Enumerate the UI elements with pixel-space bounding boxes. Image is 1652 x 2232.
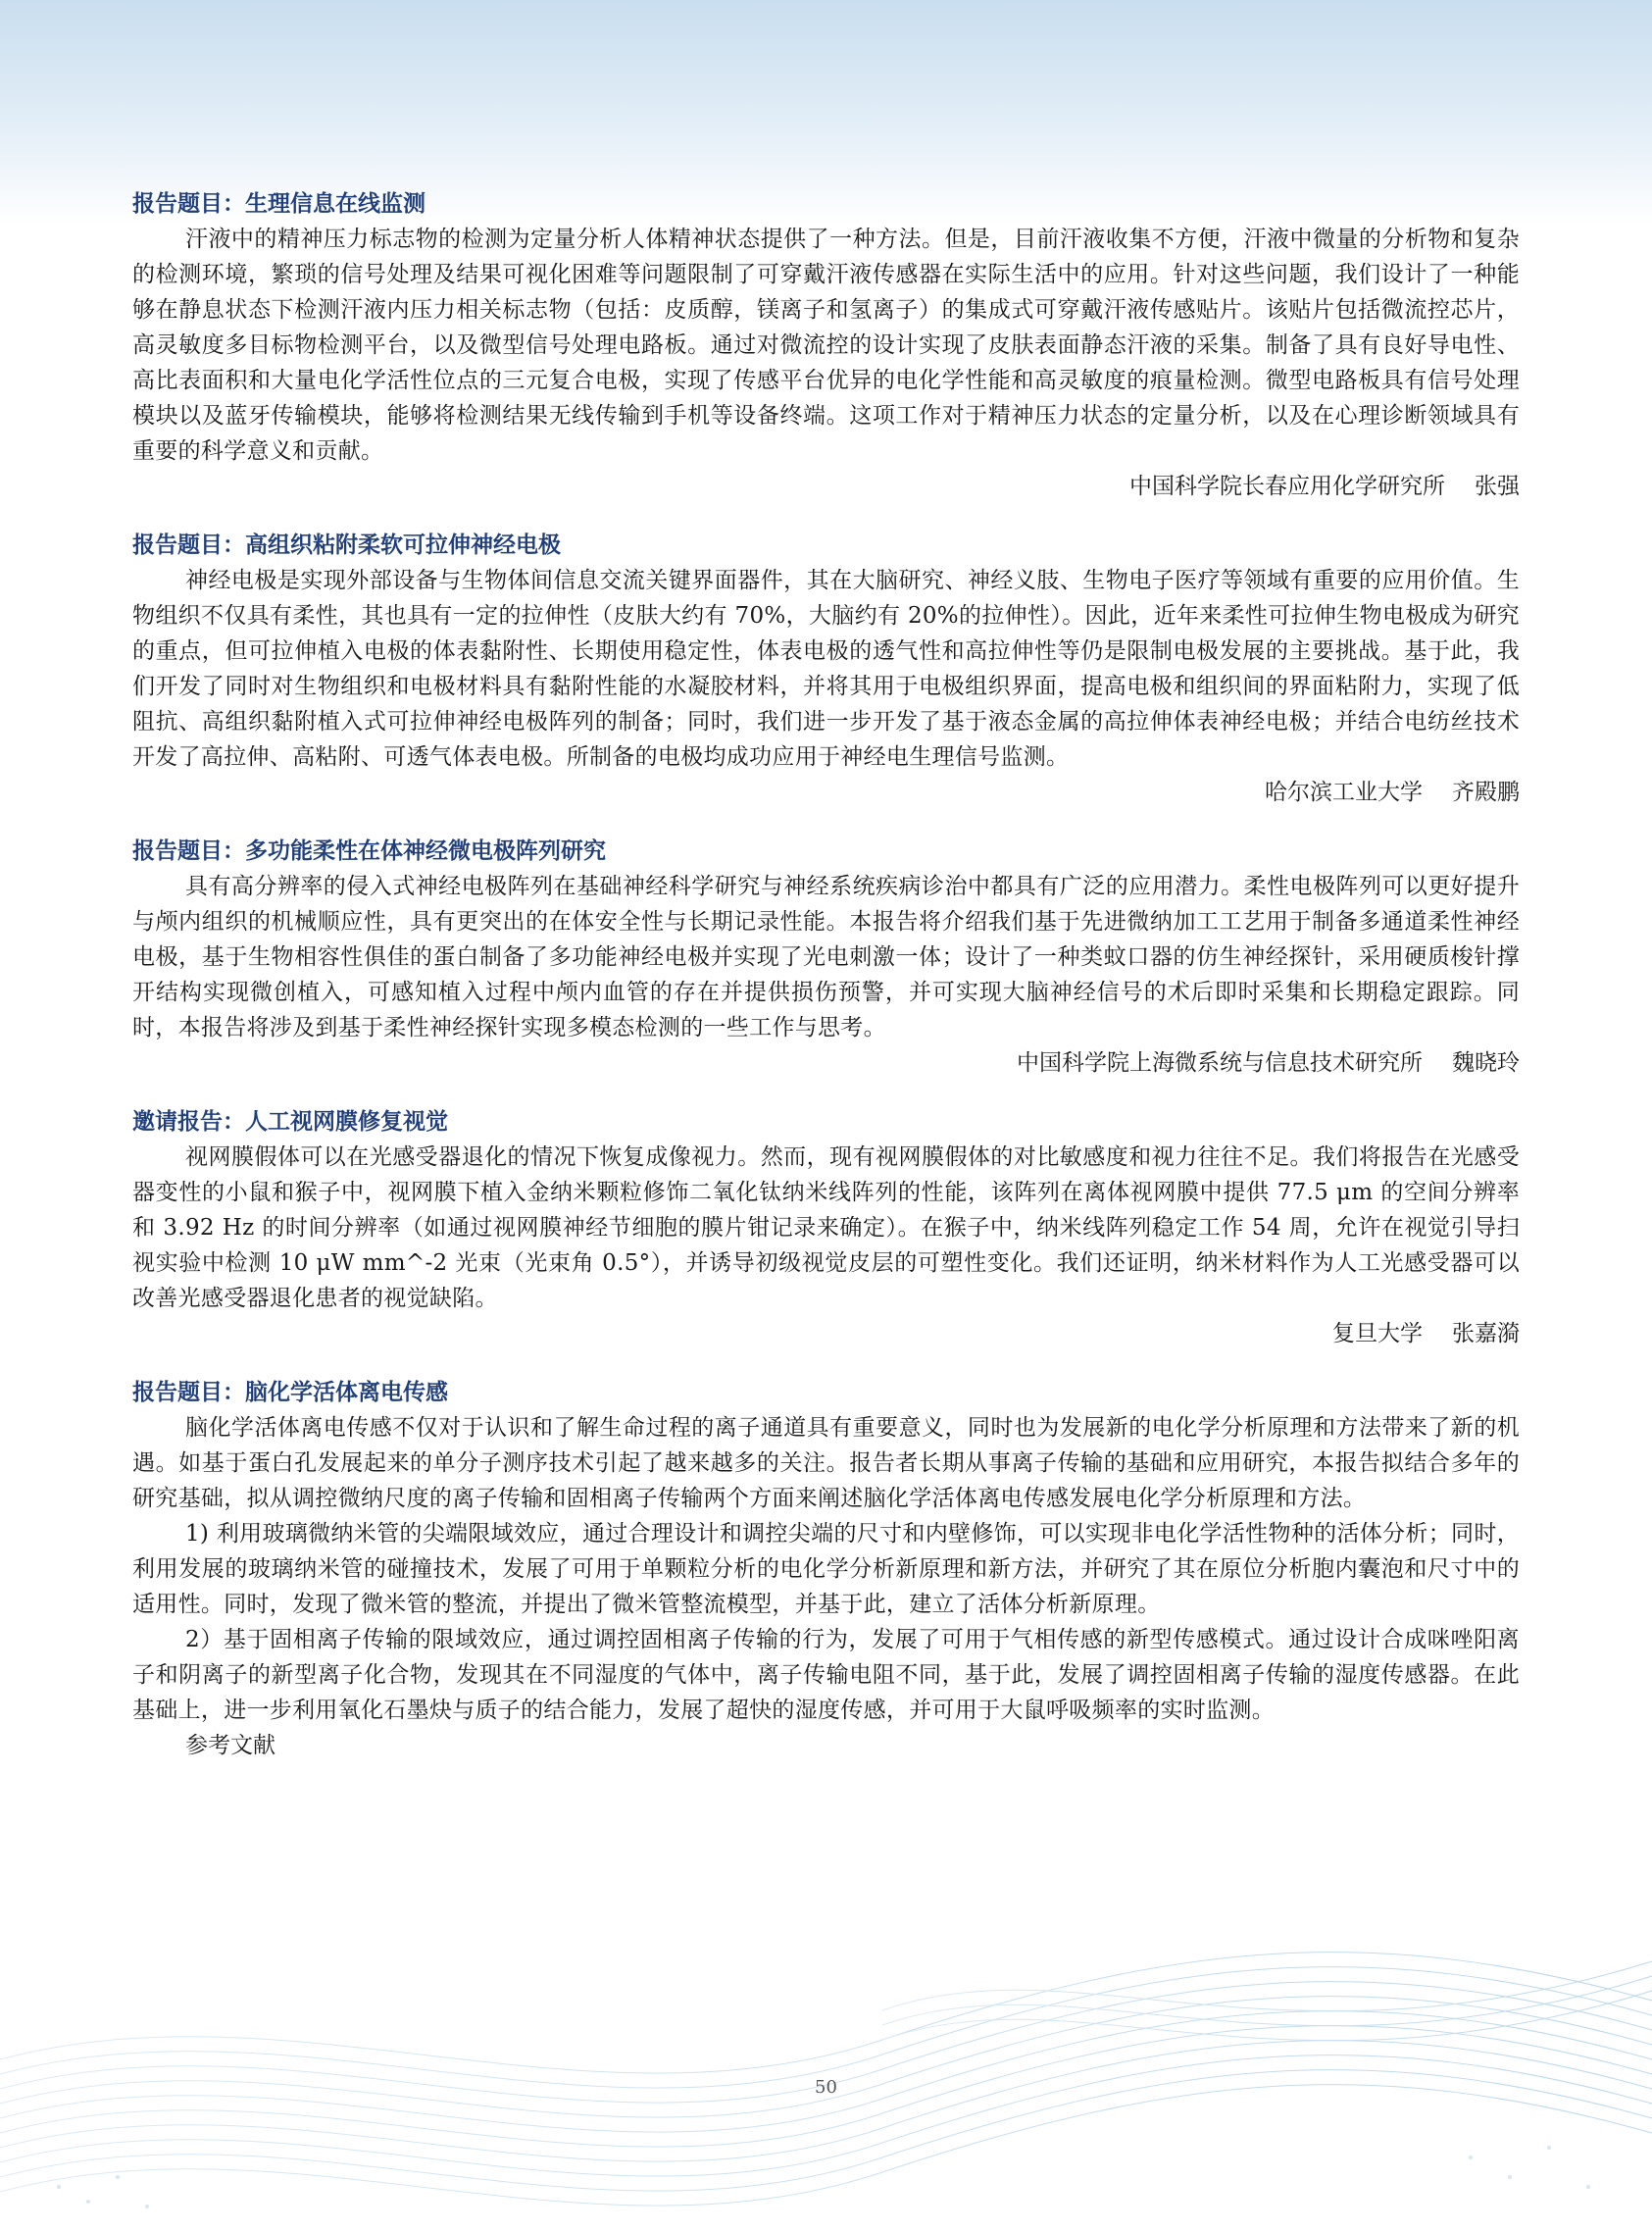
section-body-paragraph: 脑化学活体离电传感不仅对于认识和了解生命过程的离子通道具有重要意义，同时也为发展新的电化学分析原理和方法带来了新的机遇。如基于蛋白孔发展起来的单分子测序技术引起了越来越多的关注。报告者长期从事离子传输的基础和应用研究，本报告拟结合多年的研究基础，拟从调控微纳尺度的离子传输和固相离子传输两个方面来阐述脑化学活体离电传感发展电化学分析原理和方法。 [132, 1415, 1520, 1511]
author-name: 张嘉漪 [1452, 1321, 1520, 1346]
section-title: 报告题目：生理信息在线监测 [132, 191, 426, 217]
affiliation: 复旦大学 [1332, 1321, 1423, 1346]
report-section-4 [132, 1104, 1520, 1351]
report-section-2 [132, 528, 1520, 810]
affiliation: 哈尔滨工业大学 [1265, 780, 1423, 805]
page-content [132, 186, 1520, 1787]
affiliation: 中国科学院长春应用化学研究所 [1129, 474, 1445, 499]
author-line [132, 1316, 1520, 1351]
section-title: 报告题目：脑化学活体离电传感 [132, 1380, 448, 1405]
section-body: 视网膜假体可以在光感受器退化的情况下恢复成像视力。然而，现有视网膜假体的对比敏感度和视力往往不足。我们将报告在光感受器变性的小鼠和猴子中，视网膜下植入金纳米颗粒修饰二氧化钛纳米线阵列的性能，该阵列在离体视网膜中提供 77.5 μm 的空间分辨率和 3.92 Hz 的时间分辨率（如通过视网膜神经节细胞的膜片钳记录来确定）。在猴子中，纳米线阵列稳定工作 54 周，允许在视觉引导扫视实验中检测 10 μW mm^-2 光束（光束角 0.5°），并诱导初级视觉皮层的可塑性变化。我们还证明，纳米材料作为人工光感受器可以改善光感受器退化患者的视觉缺陷。 [132, 1144, 1520, 1311]
author-line [132, 469, 1520, 504]
section-body-paragraph: 2）基于固相离子传输的限域效应，通过调控固相离子传输的行为，发展了可用于气相传感的新型传感模式。通过设计合成咪唑阳离子和阴离子的新型离子化合物，发现其在不同湿度的气体中，离子传输电阻不同，基于此，发展了调控固相离子传输的湿度传感器。在此基础上，进一步利用氧化石墨炔与质子的结合能力，发展了超快的湿度传感，并可用于大鼠呼吸频率的实时监测。 [132, 1627, 1520, 1723]
report-section-5 [132, 1375, 1520, 1763]
decorative-wave-background [0, 1863, 1652, 2232]
section-title: 报告题目：高组织粘附柔软可拉伸神经电极 [132, 533, 561, 558]
page-number: 50 [815, 2077, 837, 2098]
section-title: 报告题目：多功能柔性在体神经微电极阵列研究 [132, 838, 606, 864]
section-body: 具有高分辨率的侵入式神经电极阵列在基础神经科学研究与神经系统疾病诊治中都具有广泛的应用潜力。柔性电极阵列可以更好提升与颅内组织的机械顺应性，具有更突出的在体安全性与长期记录性能。本报告将介绍我们基于先进微纳加工工艺用于制备多通道柔性神经电极，基于生物相容性俱佳的蛋白制备了多功能神经电极并实现了光电刺激一体；设计了一种类蚊口器的仿生神经探针，采用硬质梭针撑开结构实现微创植入，可感知植入过程中颅内血管的存在并提供损伤预警，并可实现大脑神经信号的术后即时采集和长期稳定跟踪。同时，本报告将涉及到基于柔性神经探针实现多模态检测的一些工作与思考。 [132, 874, 1520, 1040]
author-line [132, 1045, 1520, 1081]
author-name: 齐殿鹏 [1452, 780, 1520, 805]
section-title: 邀请报告：人工视网膜修复视觉 [132, 1109, 448, 1135]
references-label: 参考文献 [185, 1733, 275, 1758]
section-body: 神经电极是实现外部设备与生物体间信息交流关键界面器件，其在大脑研究、神经义肢、生物电子医疗等领域有重要的应用价值。生物组织不仅具有柔性，其也具有一定的拉伸性（皮肤大约有 70%，大脑约有 20%的拉伸性）。因此，近年来柔性可拉伸生物电极成为研究的重点，但可拉伸植入电极的体表黏附性、长期使用稳定性，体表电极的透气性和高拉伸性等仍是限制电极发展的主要挑战。基于此，我们开发了同时对生物组织和电极材料具有黏附性能的水凝胶材料，并将其用于电极组织界面，提高电极和组织间的界面粘附力，实现了低阻抗、高组织黏附植入式可拉伸神经电极阵列的制备；同时，我们进一步开发了基于液态金属的高拉伸体表神经电极；并结合电纺丝技术开发了高拉伸、高粘附、可透气体表电极。所制备的电极均成功应用于神经电生理信号监测。 [132, 568, 1520, 770]
author-name: 魏晓玲 [1452, 1050, 1520, 1076]
section-body: 汗液中的精神压力标志物的检测为定量分析人体精神状态提供了一种方法。但是，目前汗液收集不方便，汗液中微量的分析物和复杂的检测环境，繁琐的信号处理及结果可视化困难等问题限制了可穿戴汗液传感器在实际生活中的应用。针对这些问题，我们设计了一种能够在静息状态下检测汗液内压力相关标志物（包括：皮质醇，镁离子和氢离子）的集成式可穿戴汗液传感贴片。该贴片包括微流控芯片，高灵敏度多目标物检测平台，以及微型信号处理电路板。通过对微流控的设计实现了皮肤表面静态汗液的采集。制备了具有良好导电性、高比表面积和大量电化学活性位点的三元复合电极，实现了传感平台优异的电化学性能和高灵敏度的痕量检测。微型电路板具有信号处理模块以及蓝牙传输模块，能够将检测结果无线传输到手机等设备终端。这项工作对于精神压力状态的定量分析，以及在心理诊断领域具有重要的科学意义和贡献。 [132, 227, 1520, 464]
affiliation: 中国科学院上海微系统与信息技术研究所 [1017, 1050, 1423, 1076]
report-section-3 [132, 834, 1520, 1081]
section-body-paragraph: 1) 利用玻璃微纳米管的尖端限域效应，通过合理设计和调控尖端的尺寸和内壁修饰，可以实现非电化学活性物种的活体分析；同时，利用发展的玻璃纳米管的碰撞技术，发展了可用于单颗粒分析的电化学分析新原理和新方法，并研究了其在原位分析胞内囊泡和尺寸中的适用性。同时，发现了微米管的整流，并提出了微米管整流模型，并基于此，建立了活体分析新原理。 [132, 1521, 1520, 1617]
report-section-1 [132, 186, 1520, 504]
author-name: 张强 [1475, 474, 1520, 499]
author-line [132, 775, 1520, 810]
